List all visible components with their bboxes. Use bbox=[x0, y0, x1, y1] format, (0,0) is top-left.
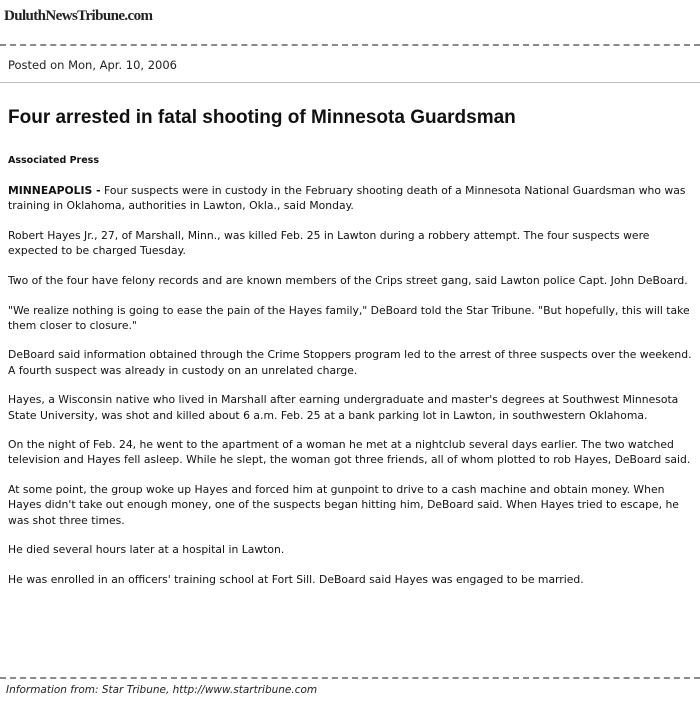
header-divider bbox=[0, 82, 700, 83]
article-paragraph: On the night of Feb. 24, he went to the apartment of a woman he met at a nightclub several days earlier. The two watched television and Hayes fell asleep. While he slept, the woman got three friends, all of whom plotted to rob Hayes, DeBoard said. bbox=[8, 438, 691, 467]
article-paragraph: "We realize nothing is going to ease the pain of the Hayes family," DeBoard told the Star Tribune. "But hopefully, this will take them closer to closure." bbox=[8, 303, 690, 332]
article-paragraph: Robert Hayes Jr., 27, of Marshall, Minn., was killed Feb. 25 in Lawton during a robbery attempt. The four suspects were expected to be charged Tuesday. bbox=[8, 228, 650, 258]
article-headline: Four arrested in fatal shooting of Minnesota Guardsman bbox=[8, 107, 516, 128]
article-body bbox=[8, 183, 694, 602]
article-paragraph: Two of the four have felony records and are known members of the Crips street gang, said Lawton police Capt. John DeBoard. bbox=[8, 273, 688, 287]
posted-date: Posted on Mon, Apr. 10, 2006 bbox=[8, 58, 177, 72]
article-paragraph: Hayes, a Wisconsin native who lived in Marshall after earning undergraduate and master's degrees at Southwest Minnesota State University, was shot and killed about 6 a.m. Feb. 25 at a bank parking lot in Lawton, in southwestern Oklahoma. bbox=[8, 393, 679, 422]
article-paragraph: DeBoard said information obtained through the Crime Stoppers program led to the arrest of three suspects over the weekend. A fourth suspect was already in custody on an unrelated charge. bbox=[8, 348, 692, 377]
bottom-divider bbox=[0, 677, 700, 679]
article-paragraph: He died several hours later at a hospital in Lawton. bbox=[8, 543, 285, 557]
lead-text: Four suspects were in custody in the February shooting death of a Minnesota National Guardsman who was training in Oklahoma, authorities in Lawton, Okla., said Monday. bbox=[8, 184, 686, 213]
dateline: MINNEAPOLIS - bbox=[8, 184, 101, 197]
top-divider bbox=[0, 44, 700, 46]
article-paragraph: At some point, the group woke up Hayes and forced him at gunpoint to drive to a cash machine and obtain money. When Hayes didn't take out enough money, one of the suspects began hitting him, DeBoard said. When Hayes tried to escape, he was shot three times. bbox=[8, 483, 679, 527]
source-credit: Information from: Star Tribune, http://www.startribune.com bbox=[6, 684, 318, 696]
article-paragraph bbox=[8, 183, 694, 213]
masthead-logo: DuluthNewsTribune.com bbox=[4, 8, 153, 24]
byline: Associated Press bbox=[8, 155, 99, 166]
article-paragraph: He was enrolled in an officers' training school at Fort Sill. DeBoard said Hayes was engaged to be married. bbox=[8, 572, 584, 586]
